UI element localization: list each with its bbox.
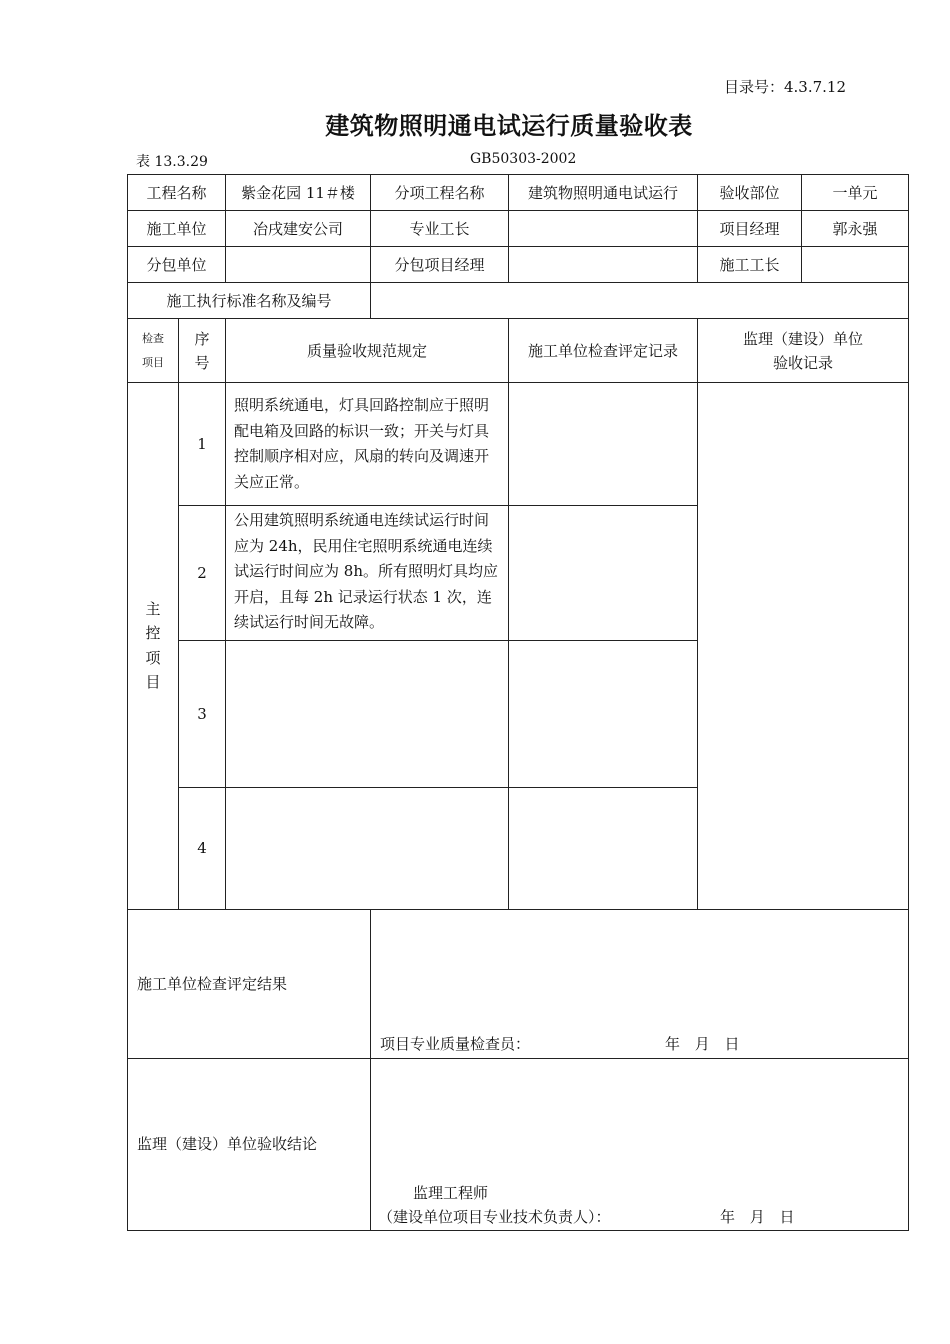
pm-label: 项目经理	[698, 211, 802, 247]
column-header-row	[128, 319, 909, 383]
conclusion-date: 年 月 日	[720, 1207, 795, 1226]
contractor-label: 施工单位	[128, 211, 226, 247]
info-row-2	[128, 211, 909, 247]
main-control-label	[128, 383, 179, 910]
result-label: 施工单位检查评定结果	[128, 909, 371, 1058]
row-1-requirement: 照明系统通电，灯具回路控制应于照明配电箱及回路的标识一致；开关与灯具控制顺序相对应，风扇的转向及调速开关应正常。	[226, 383, 509, 506]
row-2-requirement: 公用建筑照明系统通电连续试运行时间应为 24h，民用住宅照明系统通电连续试运行时间应为 8h。所有照明灯具均应开启，且每 2h 记录运行状态 1 次，连续试运行时间无故障。	[226, 506, 509, 641]
row-4-contractor-record	[509, 787, 698, 909]
accept-part-label: 验收部位	[698, 175, 802, 211]
acceptance-form-table	[127, 174, 909, 1231]
row-1-contractor-record	[509, 383, 698, 506]
row-3-no: 3	[179, 640, 226, 787]
main-control-char-4: 目	[145, 673, 161, 692]
conclusion-content	[371, 1058, 909, 1230]
row-1-no: 1	[179, 383, 226, 506]
construction-foreman-value	[802, 247, 909, 283]
col-check-item-line1: 检查	[142, 331, 164, 345]
sub-pm-label: 分包项目经理	[371, 247, 509, 283]
sub-project-value: 建筑物照明通电试运行	[509, 175, 698, 211]
subcontractor-label: 分包单位	[128, 247, 226, 283]
conclusion-label: 监理（建设）单位验收结论	[128, 1058, 371, 1230]
main-row-1	[128, 383, 909, 506]
col-check-item	[128, 319, 179, 383]
pm-value: 郭永强	[802, 211, 909, 247]
col-supervisor-line1: 监理（建设）单位	[743, 329, 864, 348]
result-content	[371, 909, 909, 1058]
supervising-engineer-label: 监理工程师	[413, 1183, 489, 1202]
col-supervisor-record	[698, 319, 909, 383]
row-2-no: 2	[179, 506, 226, 641]
result-row	[128, 909, 909, 1058]
subcontractor-value	[226, 247, 371, 283]
row-4-requirement	[226, 787, 509, 909]
col-contractor-record: 施工单位检查评定记录	[509, 319, 698, 383]
row-3-requirement	[226, 640, 509, 787]
catalog-number: 目录号：4.3.7.12	[724, 78, 847, 96]
owner-representative-label: （建设单位项目专业技术负责人）：	[378, 1207, 611, 1226]
result-date: 年 月 日	[665, 1034, 740, 1053]
quality-inspector-label: 项目专业质量检查员：	[380, 1034, 531, 1053]
main-control-char-1: 主	[145, 599, 161, 618]
row-3-contractor-record	[509, 640, 698, 787]
supervisor-record-cell	[698, 383, 909, 910]
sub-pm-value	[509, 247, 698, 283]
standard-row	[128, 283, 909, 319]
accept-part-value: 一单元	[802, 175, 909, 211]
project-name-label: 工程名称	[128, 175, 226, 211]
main-control-char-3: 项	[145, 648, 161, 667]
sub-project-label: 分项工程名称	[371, 175, 509, 211]
table-number: 表 13.3.29	[136, 154, 208, 170]
foreman-label: 专业工长	[371, 211, 509, 247]
project-name-value: 紫金花园 11＃楼	[226, 175, 371, 211]
standard-value	[371, 283, 909, 319]
col-seq-line1: 序	[194, 329, 210, 348]
info-row-1	[128, 175, 909, 211]
contractor-value: 冶戌建安公司	[226, 211, 371, 247]
col-supervisor-line2: 验收记录	[773, 353, 834, 372]
foreman-value	[509, 211, 698, 247]
col-check-item-line2: 项目	[142, 355, 164, 369]
conclusion-row	[128, 1058, 909, 1230]
standard-label: 施工执行标准名称及编号	[128, 283, 371, 319]
main-control-char-2: 控	[145, 624, 161, 643]
row-2-contractor-record	[509, 506, 698, 641]
col-seq	[179, 319, 226, 383]
col-spec: 质量验收规范规定	[226, 319, 509, 383]
col-seq-line2: 号	[194, 353, 210, 372]
standard-code: GB50303-2002	[470, 151, 577, 167]
page-title: 建筑物照明通电试运行质量验收表	[325, 111, 693, 140]
info-row-3	[128, 247, 909, 283]
row-4-no: 4	[179, 787, 226, 909]
construction-foreman-label: 施工工长	[698, 247, 802, 283]
